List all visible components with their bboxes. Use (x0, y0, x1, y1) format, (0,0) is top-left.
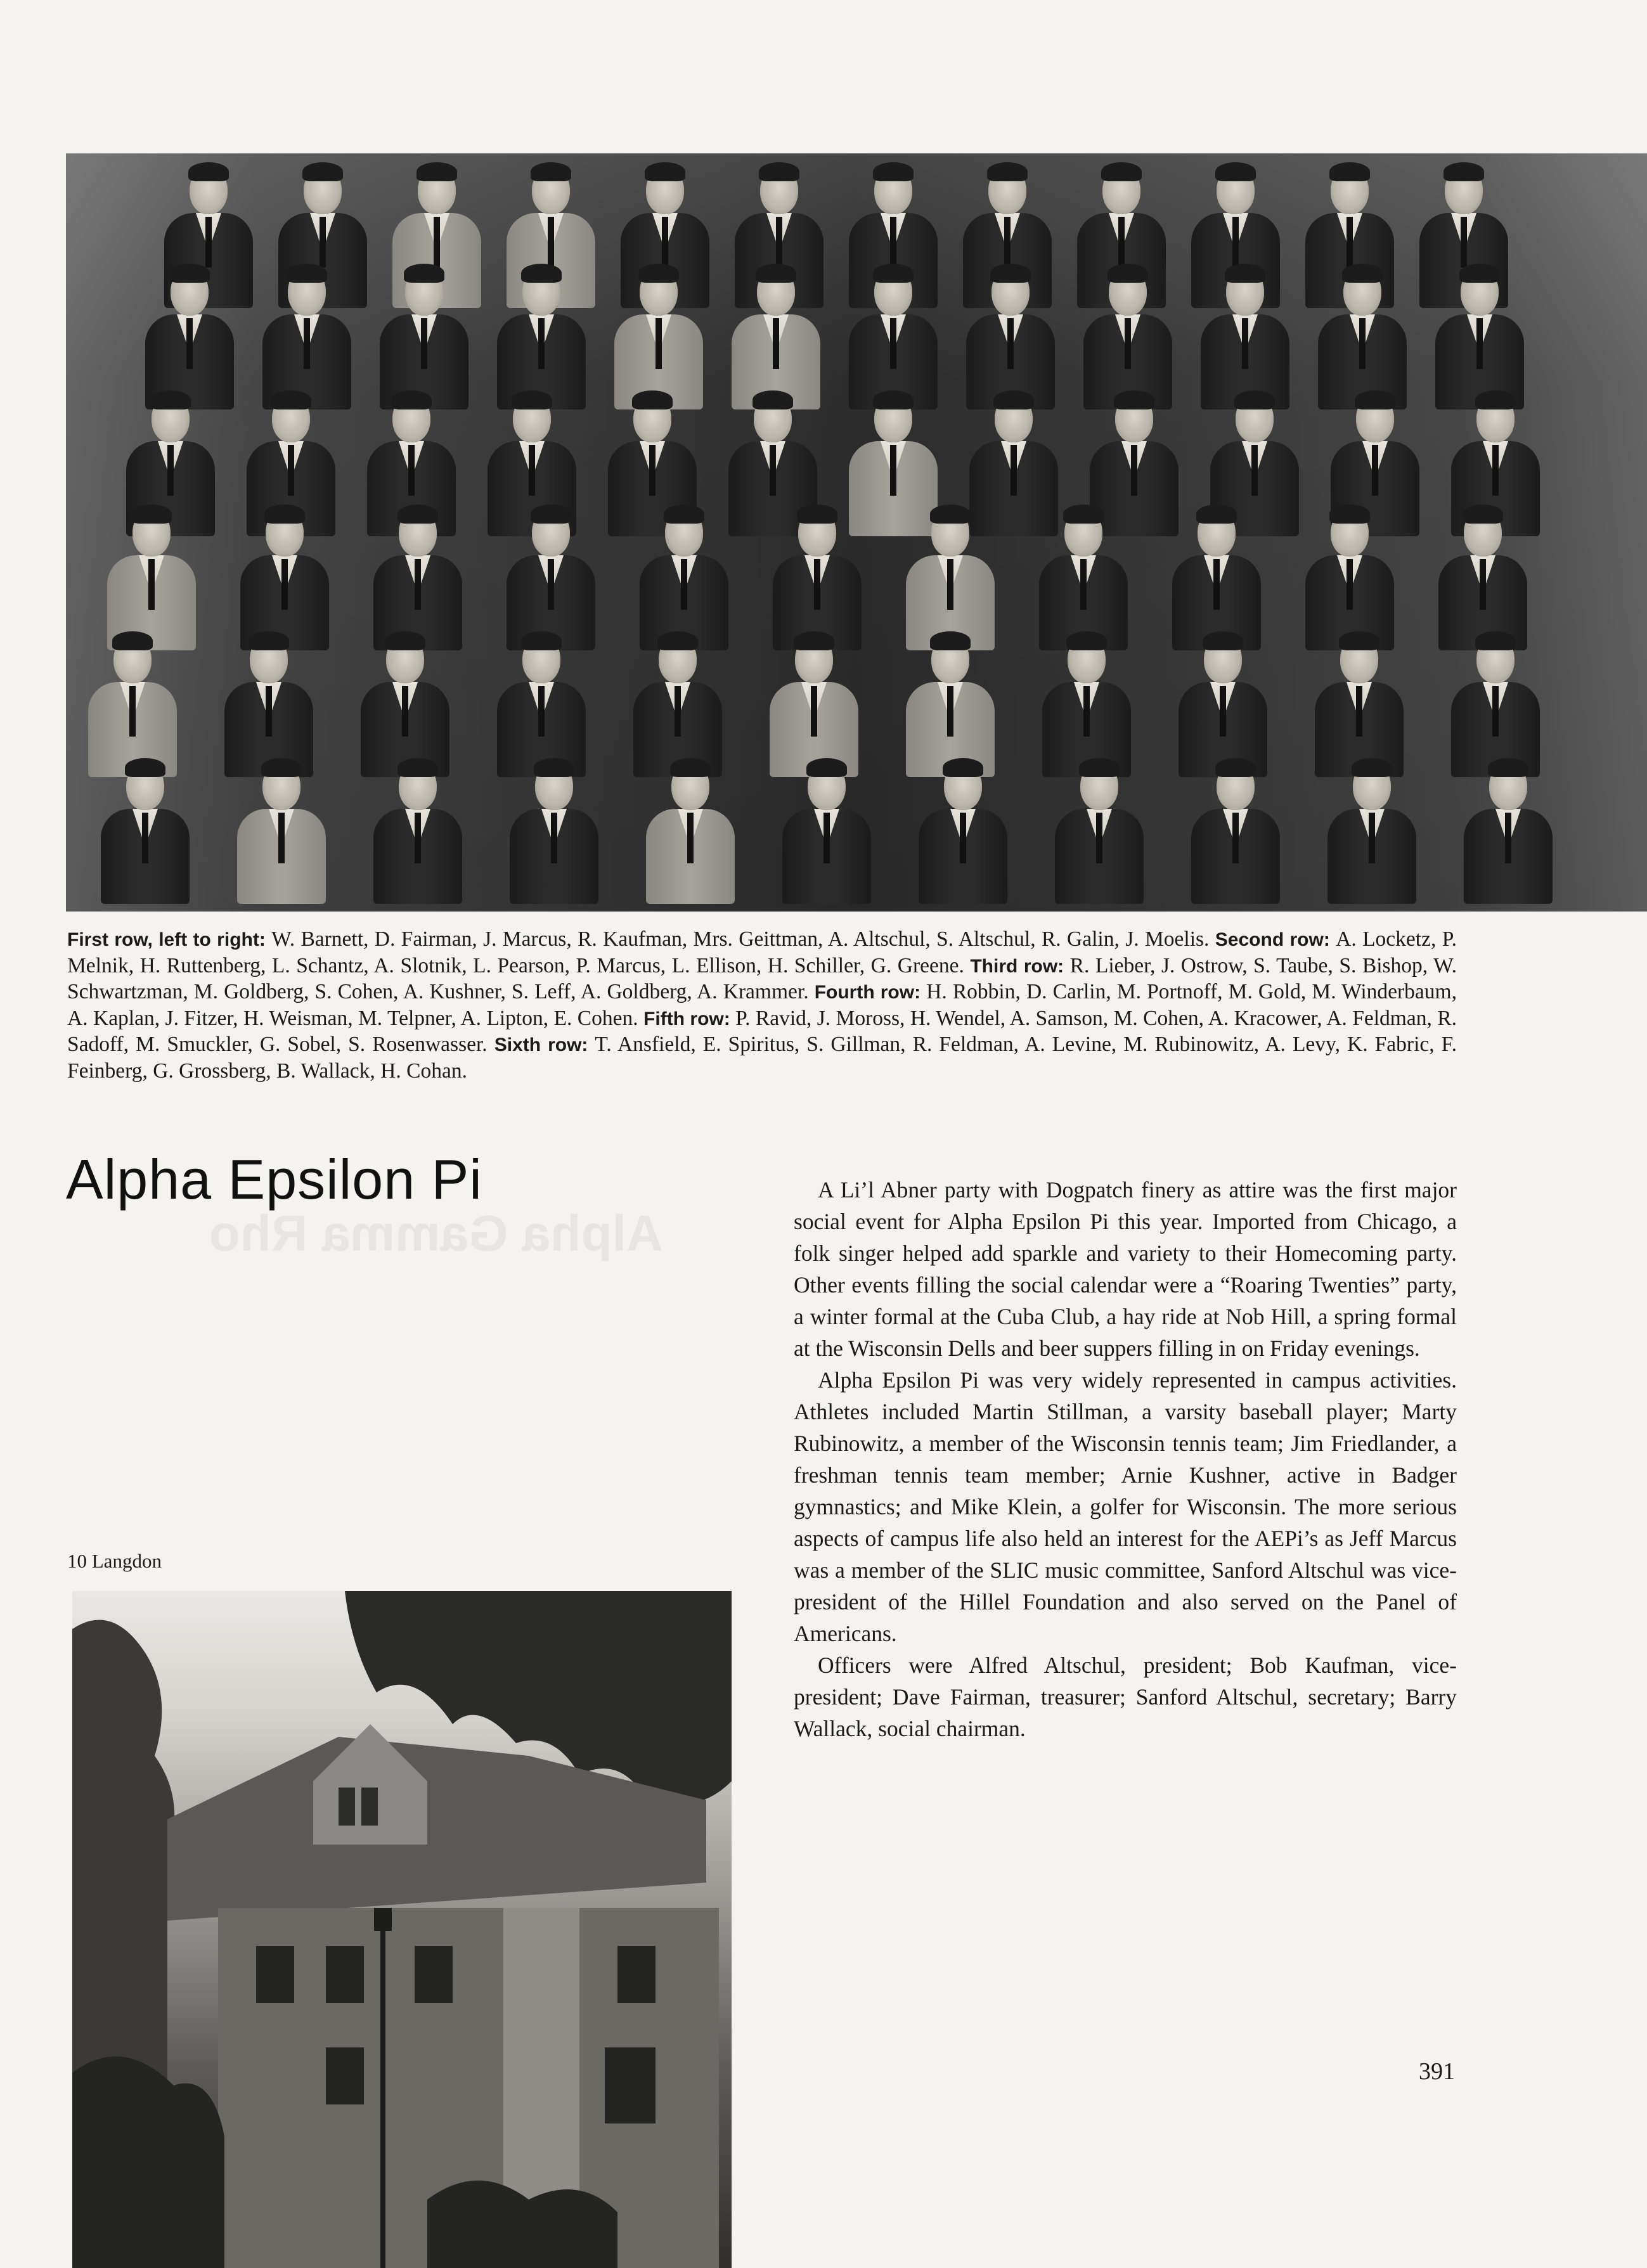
body-paragraph: Alpha Epsilon Pi was very widely represented in campus activities. Athletes included Martin Stillman, a varsity baseball player; Marty Rubinowitz, a member of the Wisconsin tennis team; Jim Friedlander, a freshman tennis team member; Arnie Kushner, active in Badger gymnastics; and Mike Klein, a golfer for Wisconsin. The more serious aspects of campus life also held an interest for the AEPi’s as Jeff Marcus was a member of the SLIC music committee, Sanford Altschul was vice-president of the Hillel Foundation and also served on the Panel of Americans. (794, 1367, 1457, 1646)
house-illustration (72, 1591, 732, 2268)
caption-row-names: H. Robbin, D. Carlin, M. Portnoff, M. Gold, M. Winderbaum, A. Kaplan, J. Fitzer, H. Weisman, M. Telpner, A. Lipton, E. Cohen. (67, 980, 1457, 1030)
article-body (794, 1174, 1457, 1744)
caption-row-label: Sixth row: (494, 1034, 595, 1055)
house-address: 10 Langdon (67, 1550, 162, 1572)
body-paragraph: Officers were Alfred Altschul, president; Bob Kaufman, vice-president; Dave Fairman, treasurer; Sanford Altschul, secretary; Barry Wallack, social chairman. (794, 1653, 1457, 1741)
photo-caption (67, 927, 1457, 1084)
caption-row-label: First row, left to right: (67, 929, 272, 950)
house-photo (72, 1591, 732, 2268)
caption-row-label: Third row: (970, 955, 1070, 977)
caption-row-label: Second row: (1215, 929, 1336, 950)
bleed-through-title: Alpha Gamma Rho (209, 1205, 663, 1261)
caption-row-label: Fifth row: (643, 1008, 736, 1029)
page-title: Alpha Epsilon Pi (66, 1148, 482, 1211)
caption-row-names: A. Locketz, P. Melnik, H. Ruttenberg, L. Schantz, A. Slotnik, L. Pearson, P. Marcus, L. Ellison, H. Schiller, G. Greene. (67, 927, 1457, 977)
body-paragraph: A Li’l Abner party with Dogpatch finery as attire was the first major social event for Alpha Epsilon Pi this year. Imported from Chicago, a folk singer helped add sparkle and variety to their Homecoming party. Other events filling the social calendar were a “Roaring Twenties” party, a winter formal at the Cuba Club, a hay ride at Nob Hill, a spring formal at the Wisconsin Dells and beer suppers filling in on Friday evenings. (794, 1177, 1457, 1361)
caption-row-names: R. Lieber, J. Ostrow, S. Taube, S. Bishop, W. Schwartzman, M. Goldberg, S. Cohen, A. Kushner, S. Leff, A. Goldberg, A. Krammer. (67, 953, 1457, 1003)
caption-row-names: W. Barnett, D. Fairman, J. Marcus, R. Kaufman, Mrs. Geittman, A. Altschul, S. Altschul, R. Galin, J. Moelis. (271, 927, 1215, 951)
caption-row-names: P. Ravid, J. Moross, H. Wendel, A. Samson, M. Cohen, A. Kracower, A. Feldman, R. Sadoff, M. Smuckler, G. Sobel, S. Rosenwasser. (67, 1006, 1457, 1056)
caption-row-label: Fourth row: (814, 982, 927, 1003)
group-photo (66, 153, 1647, 912)
caption-row-names: T. Ansfield, E. Spiritus, S. Gillman, R. Feldman, A. Levine, M. Rubinowitz, A. Levy, K. Fabric, F. Feinberg, G. Grossberg, B. Wallack, H. Cohan. (67, 1033, 1457, 1083)
page-number: 391 (1419, 2058, 1455, 2085)
